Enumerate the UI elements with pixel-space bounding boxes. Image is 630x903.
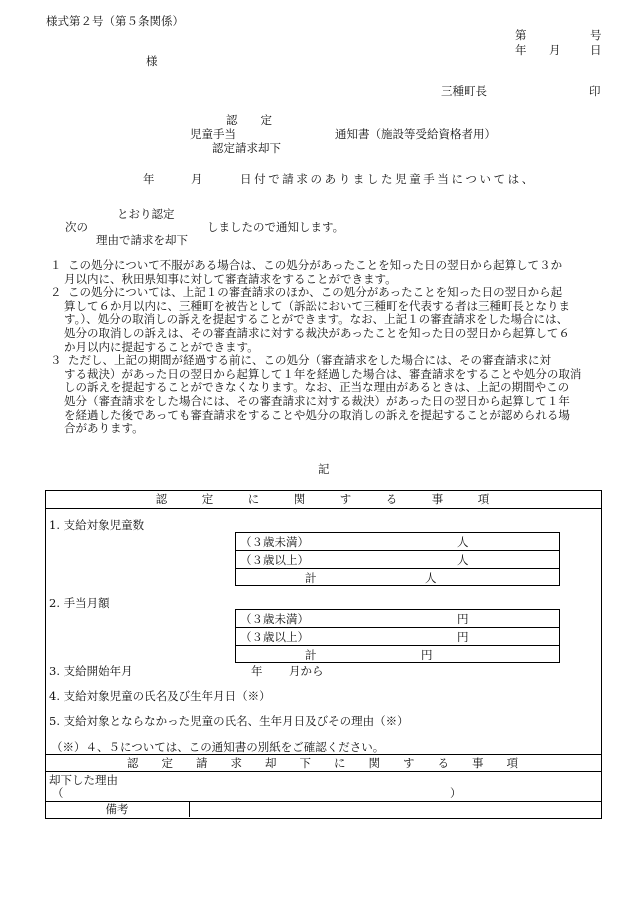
title-nintei: 認 定 (226, 113, 272, 127)
item3-year: 年 (251, 664, 263, 678)
notice-2: ２ この処分については、上記１の審査請求のほか、この処分があったことを知った日の翌日から起 (50, 285, 563, 300)
item2-row-label: （３歳未満） (240, 612, 309, 626)
intro-toori-nintei: とおり認定 (117, 207, 175, 221)
reason-paren-open: （ (52, 786, 64, 800)
divider (45, 754, 601, 755)
item1-total-unit: 人 (425, 571, 437, 585)
divider (189, 801, 190, 817)
divider (235, 645, 559, 646)
divider (45, 508, 601, 509)
item2-row-unit: 円 (457, 612, 469, 626)
divider (45, 771, 601, 772)
item3-month: 月から (289, 664, 324, 678)
annex-note: （※）４、５については、この通知書の別紙をご確認ください。 (51, 740, 385, 754)
title-jido-teate: 児童手当 (190, 127, 236, 141)
notice-1-line: 月以内に、秋田県知事に対して審査請求をすることができます。 (64, 271, 397, 286)
date-year: 年 (515, 43, 527, 57)
item4-label: 4. 支給対象児童の氏名及び生年月日（※） (49, 689, 271, 703)
notice-3-line: しの訴えを提起することができなくなります。なお、正当な理由があるときは、上記の期間やこの (64, 380, 570, 395)
form-number: 様式第２号（第５条関係） (46, 14, 184, 28)
item1-total-label: 計 (305, 571, 317, 585)
item1-row-unit: 人 (457, 535, 469, 549)
intro-riyuu: 理由で請求を却下 (96, 233, 188, 247)
nintei-section-header: 認 定 に 関 す る 事 項 (155, 492, 490, 506)
divider (235, 550, 559, 551)
mayor-title: 三種町長 (441, 84, 487, 98)
item2-total-unit: 円 (421, 648, 433, 662)
doc-number-suffix: 号 (590, 28, 602, 42)
divider (235, 568, 559, 569)
item3-label: 3. 支給開始年月 (49, 664, 133, 678)
notice-3: ３ ただし、上記の期間が経過する前に、この処分（審査請求をした場合には、その審査請求に対 (50, 353, 551, 368)
notice-3-line: を経過した後であっても審査請求をすることや処分の取消しの訴えを提起することが認められる場 (64, 407, 570, 422)
seal-mark: 印 (589, 84, 601, 98)
notice-2-line: 処分の取消しの訴えは、その審査請求に対する裁決があったことを知った日の翌日から起算して６ (64, 325, 570, 340)
notice-3-line: する裁決）があった日の翌日から起算して１年を経過した場合は、審査請求をすることや処分の取消 (64, 366, 582, 381)
ki-heading: 記 (318, 462, 330, 476)
reason-paren-close: ） (450, 786, 462, 800)
intro-text: 日付で請求のありました児童手当については、 (240, 172, 536, 186)
intro-shimashita: しましたので通知します。 (207, 220, 345, 234)
notice-2-line: 算して６か月以内に、三種町を被告として（訴訟において三種町を代表する者は三種町長となりま (64, 298, 570, 313)
notice-2-line: す。）、処分の取消しの訴えを提起することができます。なお、上記１の審査請求をした場合には、 (64, 312, 569, 327)
item1-label: 1. 支給対象児童数 (49, 518, 145, 532)
title-kyakka: 認定請求却下 (212, 141, 281, 155)
item1-row-label: （３歳以上） (240, 553, 309, 567)
intro-tsugi-no: 次の (65, 220, 88, 234)
item5-label: 5. 支給対象とならなかった児童の氏名、生年月日及びその理由（※） (49, 714, 409, 728)
item1-row-unit: 人 (457, 553, 469, 567)
notice-3-line: 合があります。 (64, 421, 144, 436)
date-month: 月 (549, 43, 561, 57)
date-day: 日 (590, 43, 602, 57)
addressee-honorific: 様 (146, 54, 158, 68)
notice-1: １ この処分について不服がある場合は、この処分があったことを知った日の翌日から起算して３か (50, 258, 563, 272)
intro-year: 年 (143, 172, 155, 186)
item2-total-label: 計 (305, 648, 317, 662)
kyakka-reason-label: 却下した理由 (49, 773, 118, 787)
notice-2-line: か月以内に提起することができます。 (64, 339, 259, 354)
item1-row-label: （３歳未満） (240, 535, 309, 549)
notice-3-line: 処分（審査請求をした場合には、その審査請求に対する裁決）があった日の翌日から起算して１年 (64, 393, 570, 408)
appeal-notices (50, 259, 605, 436)
title-tsuchisho: 通知書（施設等受給資格者用） (335, 127, 496, 141)
item2-row-unit: 円 (457, 630, 469, 644)
kyakka-section-header: 認 定 請 求 却 下 に 関 す る 事 項 (127, 756, 518, 770)
intro-month: 月 (191, 172, 203, 186)
biko-label: 備考 (105, 802, 129, 816)
doc-number-prefix: 第 (515, 28, 527, 42)
divider (235, 627, 559, 628)
item2-label: 2. 手当月額 (49, 596, 110, 610)
item2-row-label: （３歳以上） (240, 630, 309, 644)
